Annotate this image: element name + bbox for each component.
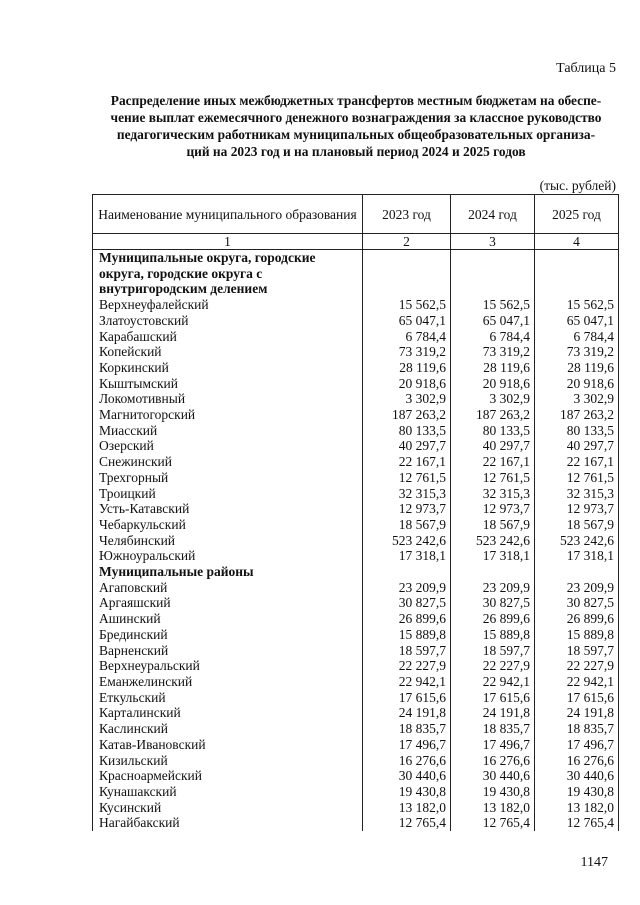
table-row: [93, 768, 619, 784]
table-row: [93, 690, 619, 706]
value-2024: 15 889,8: [451, 627, 535, 643]
municipality-name: Карталинский: [93, 705, 363, 721]
municipality-name: Южноуральский: [93, 548, 363, 564]
empty-cell: [363, 564, 451, 580]
empty-cell: [451, 250, 535, 298]
municipality-name: Кусинский: [93, 800, 363, 816]
table-row: [93, 423, 619, 439]
value-2025: 18 567,9: [535, 517, 619, 533]
column-number: 3: [451, 234, 535, 250]
section-heading-row: [93, 564, 619, 580]
value-2025: 65 047,1: [535, 313, 619, 329]
value-2024: 30 440,6: [451, 768, 535, 784]
table-row: [93, 533, 619, 549]
value-2025: 12 765,4: [535, 815, 619, 831]
value-2024: 18 567,9: [451, 517, 535, 533]
value-2025: 523 242,6: [535, 533, 619, 549]
value-2025: 3 302,9: [535, 391, 619, 407]
column-number: 2: [363, 234, 451, 250]
value-2023: 24 191,8: [363, 705, 451, 721]
value-2023: 523 242,6: [363, 533, 451, 549]
value-2024: 32 315,3: [451, 486, 535, 502]
value-2024: 17 615,6: [451, 690, 535, 706]
value-2024: 65 047,1: [451, 313, 535, 329]
column-number: 4: [535, 234, 619, 250]
municipality-name: Трехгорный: [93, 470, 363, 486]
table-row: [93, 705, 619, 721]
table-row: [93, 517, 619, 533]
value-2023: 12 973,7: [363, 501, 451, 517]
value-2025: 20 918,6: [535, 376, 619, 392]
value-2025: 15 889,8: [535, 627, 619, 643]
table-row: [93, 784, 619, 800]
table-row: [93, 360, 619, 376]
table-row: [93, 344, 619, 360]
table-row: [93, 627, 619, 643]
empty-cell: [535, 250, 619, 298]
value-2025: 12 761,5: [535, 470, 619, 486]
title-line: чение выплат ежемесячного денежного вознаграждения за классное руководство: [110, 110, 602, 125]
value-2024: 6 784,4: [451, 329, 535, 345]
value-2025: 13 182,0: [535, 800, 619, 816]
value-2024: 15 562,5: [451, 297, 535, 313]
table-row: [93, 753, 619, 769]
table-row: [93, 611, 619, 627]
municipality-name: Карабашский: [93, 329, 363, 345]
value-2025: 15 562,5: [535, 297, 619, 313]
value-2023: 19 430,8: [363, 784, 451, 800]
table-row: [93, 674, 619, 690]
municipality-name: Кизильский: [93, 753, 363, 769]
municipality-name: Челябинский: [93, 533, 363, 549]
value-2025: 16 276,6: [535, 753, 619, 769]
column-number: 1: [93, 234, 363, 250]
value-2025: 80 133,5: [535, 423, 619, 439]
municipality-name: Магнитогорский: [93, 407, 363, 423]
value-2023: 22 227,9: [363, 658, 451, 674]
value-2024: 22 227,9: [451, 658, 535, 674]
value-2023: 22 942,1: [363, 674, 451, 690]
municipality-name: Каслинский: [93, 721, 363, 737]
empty-cell: [535, 564, 619, 580]
value-2023: 30 440,6: [363, 768, 451, 784]
municipality-name: Еткульский: [93, 690, 363, 706]
value-2025: 30 440,6: [535, 768, 619, 784]
value-2024: 13 182,0: [451, 800, 535, 816]
header-municipality: Наименование муниципального образования: [93, 195, 363, 234]
table-row: [93, 658, 619, 674]
value-2024: 20 918,6: [451, 376, 535, 392]
value-2023: 18 835,7: [363, 721, 451, 737]
value-2024: 523 242,6: [451, 533, 535, 549]
value-2024: 24 191,8: [451, 705, 535, 721]
value-2025: 24 191,8: [535, 705, 619, 721]
header-2025: 2025 год: [535, 195, 619, 234]
table-row: [93, 297, 619, 313]
table-row: [93, 329, 619, 345]
value-2025: 12 973,7: [535, 501, 619, 517]
table-row: [93, 737, 619, 753]
table-row: [93, 721, 619, 737]
value-2025: 19 430,8: [535, 784, 619, 800]
value-2023: 12 765,4: [363, 815, 451, 831]
value-2023: 187 263,2: [363, 407, 451, 423]
value-2023: 16 276,6: [363, 753, 451, 769]
municipality-name: Кунашакский: [93, 784, 363, 800]
table-row: [93, 501, 619, 517]
value-2023: 12 761,5: [363, 470, 451, 486]
value-2024: 26 899,6: [451, 611, 535, 627]
municipality-name: Кыштымский: [93, 376, 363, 392]
table-row: [93, 643, 619, 659]
value-2023: 30 827,5: [363, 595, 451, 611]
value-2024: 80 133,5: [451, 423, 535, 439]
table-row: [93, 486, 619, 502]
value-2023: 26 899,6: [363, 611, 451, 627]
empty-cell: [451, 564, 535, 580]
municipality-name: Верхнеуфалейский: [93, 297, 363, 313]
municipality-name: Озерский: [93, 438, 363, 454]
value-2023: 28 119,6: [363, 360, 451, 376]
value-2024: 28 119,6: [451, 360, 535, 376]
value-2024: 3 302,9: [451, 391, 535, 407]
value-2024: 18 597,7: [451, 643, 535, 659]
value-2025: 22 167,1: [535, 454, 619, 470]
municipality-name: Локомотивный: [93, 391, 363, 407]
value-2023: 22 167,1: [363, 454, 451, 470]
municipality-name: Копейский: [93, 344, 363, 360]
transfers-table: [92, 194, 619, 831]
value-2023: 23 209,9: [363, 580, 451, 596]
value-2024: 22 942,1: [451, 674, 535, 690]
table-row: [93, 407, 619, 423]
value-2024: 17 318,1: [451, 548, 535, 564]
value-2023: 40 297,7: [363, 438, 451, 454]
value-2023: 80 133,5: [363, 423, 451, 439]
value-2023: 17 615,6: [363, 690, 451, 706]
table-row: [93, 438, 619, 454]
table-row: [93, 391, 619, 407]
municipality-name: Агаповский: [93, 580, 363, 596]
header-2023: 2023 год: [363, 195, 451, 234]
value-2023: 20 918,6: [363, 376, 451, 392]
value-2025: 17 615,6: [535, 690, 619, 706]
value-2023: 3 302,9: [363, 391, 451, 407]
value-2025: 73 319,2: [535, 344, 619, 360]
section-heading-row: [93, 250, 619, 298]
page-number: 1147: [580, 855, 608, 870]
table-body: [93, 234, 619, 832]
value-2025: 17 318,1: [535, 548, 619, 564]
value-2023: 13 182,0: [363, 800, 451, 816]
table-row: [93, 800, 619, 816]
municipality-name: Миасский: [93, 423, 363, 439]
table-row: [93, 548, 619, 564]
municipality-name: Брединский: [93, 627, 363, 643]
title-line: педагогическим работникам муниципальных общеобразовательных организа-: [116, 127, 596, 142]
header-2024: 2024 год: [451, 195, 535, 234]
table-row: [93, 454, 619, 470]
table-row: [93, 313, 619, 329]
units-note: (тыс. рублей): [539, 178, 616, 193]
table-row: [93, 595, 619, 611]
value-2023: 18 567,9: [363, 517, 451, 533]
value-2024: 30 827,5: [451, 595, 535, 611]
table-row: [93, 376, 619, 392]
section-heading: Муниципальные районы: [93, 564, 363, 580]
document-title: [86, 92, 626, 160]
municipality-name: Чебаркульский: [93, 517, 363, 533]
value-2025: 22 227,9: [535, 658, 619, 674]
value-2025: 32 315,3: [535, 486, 619, 502]
value-2024: 17 496,7: [451, 737, 535, 753]
value-2024: 23 209,9: [451, 580, 535, 596]
value-2024: 19 430,8: [451, 784, 535, 800]
municipality-name: Варненский: [93, 643, 363, 659]
municipality-name: Коркинский: [93, 360, 363, 376]
table-row: [93, 815, 619, 831]
value-2025: 26 899,6: [535, 611, 619, 627]
value-2023: 65 047,1: [363, 313, 451, 329]
value-2024: 12 973,7: [451, 501, 535, 517]
value-2024: 18 835,7: [451, 721, 535, 737]
value-2024: 12 765,4: [451, 815, 535, 831]
value-2023: 15 562,5: [363, 297, 451, 313]
value-2025: 30 827,5: [535, 595, 619, 611]
value-2025: 23 209,9: [535, 580, 619, 596]
empty-cell: [363, 250, 451, 298]
value-2024: 22 167,1: [451, 454, 535, 470]
value-2023: 6 784,4: [363, 329, 451, 345]
municipality-name: Нагайбакский: [93, 815, 363, 831]
value-2025: 6 784,4: [535, 329, 619, 345]
table-header: [93, 195, 619, 234]
value-2025: 40 297,7: [535, 438, 619, 454]
municipality-name: Троицкий: [93, 486, 363, 502]
value-2023: 15 889,8: [363, 627, 451, 643]
section-heading: Муниципальные округа, городские округа, городские округа с внутригородским делением: [93, 250, 363, 298]
value-2023: 18 597,7: [363, 643, 451, 659]
value-2025: 17 496,7: [535, 737, 619, 753]
value-2024: 16 276,6: [451, 753, 535, 769]
column-number-row: [93, 234, 619, 250]
value-2024: 73 319,2: [451, 344, 535, 360]
municipality-name: Верхнеуральский: [93, 658, 363, 674]
value-2023: 17 496,7: [363, 737, 451, 753]
municipality-name: Усть-Катавский: [93, 501, 363, 517]
municipality-name: Еманжелинский: [93, 674, 363, 690]
table-number-label: Таблица 5: [556, 61, 616, 76]
value-2024: 187 263,2: [451, 407, 535, 423]
value-2023: 73 319,2: [363, 344, 451, 360]
value-2025: 18 597,7: [535, 643, 619, 659]
municipality-name: Ашинский: [93, 611, 363, 627]
title-line: Распределение иных межбюджетных трансфертов местным бюджетам на обеспе-: [110, 93, 602, 108]
title-line: ций на 2023 год и на плановый период 2024 и 2025 годов: [186, 144, 526, 159]
value-2024: 12 761,5: [451, 470, 535, 486]
municipality-name: Аргаяшский: [93, 595, 363, 611]
value-2025: 28 119,6: [535, 360, 619, 376]
municipality-name: Златоустовский: [93, 313, 363, 329]
table-row: [93, 580, 619, 596]
value-2023: 17 318,1: [363, 548, 451, 564]
municipality-name: Катав-Ивановский: [93, 737, 363, 753]
value-2025: 187 263,2: [535, 407, 619, 423]
value-2025: 18 835,7: [535, 721, 619, 737]
municipality-name: Красноармейский: [93, 768, 363, 784]
value-2023: 32 315,3: [363, 486, 451, 502]
value-2024: 40 297,7: [451, 438, 535, 454]
municipality-name: Снежинский: [93, 454, 363, 470]
table-row: [93, 470, 619, 486]
value-2025: 22 942,1: [535, 674, 619, 690]
